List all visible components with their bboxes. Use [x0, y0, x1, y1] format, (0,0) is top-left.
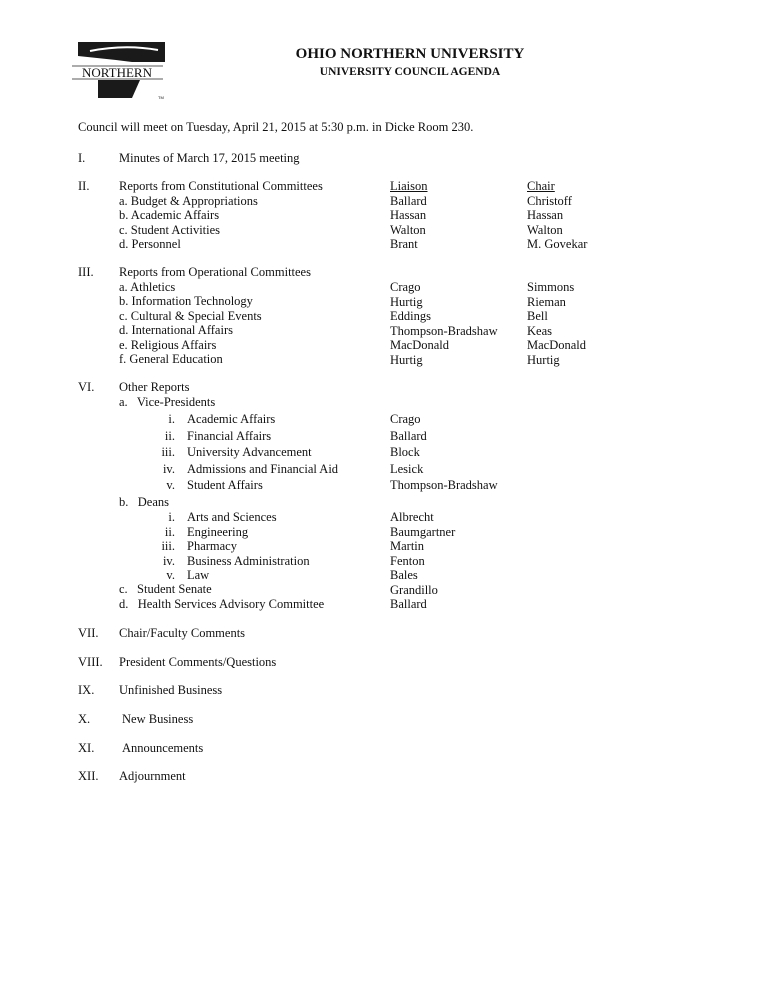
section-iii-body: [119, 265, 311, 367]
liaison-name: Eddings: [390, 309, 431, 323]
section-number: X.: [78, 712, 91, 726]
section-ii-liaisons: [390, 179, 428, 252]
section-title: Other Reports: [119, 380, 190, 394]
section-number: III.: [78, 265, 94, 279]
chair-name: Hurtig: [527, 352, 560, 367]
section-title: Chair/Faculty Comments: [119, 626, 246, 640]
liaison-name: Hurtig: [390, 352, 423, 367]
chair-name: Bell: [527, 309, 548, 323]
list-item: c. Cultural & Special Events: [119, 308, 262, 323]
liaison-name: Thompson-Bradshaw: [390, 478, 498, 492]
meeting-intro: Council will meet on Tuesday, April 21, 2015 at 5:30 p.m. in Dicke Room 230.: [78, 120, 474, 134]
liaison-header: Liaison: [390, 179, 428, 193]
list-item: a. Budget & Appropriations: [119, 193, 258, 208]
list-item: e. Religious Affairs: [119, 337, 217, 352]
list-item: v. Student Affairs: [166, 478, 263, 492]
liaison-name: Albrecht: [390, 510, 434, 524]
chair-name: Hassan: [527, 208, 564, 222]
liaison-name: Martin: [390, 539, 425, 553]
logo-graphic: [70, 42, 165, 100]
list-item: d. Health Services Advisory Committee: [119, 596, 325, 611]
section-title: Minutes of March 17, 2015 meeting: [119, 151, 300, 165]
section-title: Reports from Constitutional Committees: [119, 179, 323, 193]
list-item: ii. Engineering: [164, 524, 249, 539]
chair-name: M. Govekar: [527, 237, 588, 251]
list-item: iv. Admissions and Financial Aid: [162, 462, 339, 476]
logo-wordmark: NORTHERN: [82, 65, 152, 80]
dean-list: [147, 510, 310, 583]
chair-name: Keas: [527, 323, 552, 338]
section-number: VII.: [78, 626, 99, 640]
list-item: f. General Education: [119, 352, 223, 366]
section-number: VIII.: [78, 655, 103, 669]
list-item: b. Information Technology: [119, 294, 253, 308]
section-ii-body: [119, 179, 323, 252]
northern-logo: [70, 42, 165, 100]
liaison-name: Brant: [390, 237, 418, 251]
liaison-name: Ballard: [390, 193, 427, 208]
section-title: New Business: [122, 712, 194, 726]
section-number: II.: [78, 179, 90, 193]
section-iii-chairs: [527, 280, 586, 367]
liaison-name: Ballard: [390, 597, 427, 611]
list-item: iv. Business Administration: [162, 553, 310, 568]
section-ii-chairs: [527, 179, 587, 252]
list-item: iii. Pharmacy: [161, 539, 237, 553]
dean-liaisons: [390, 510, 455, 612]
section-number: IX.: [78, 683, 95, 697]
list-item: ii. Financial Affairs: [164, 429, 272, 443]
liaison-name: Block: [390, 445, 420, 459]
liaison-name: Hassan: [390, 208, 427, 222]
list-item: i. Arts and Sciences: [168, 510, 277, 524]
liaison-name: Baumgartner: [390, 524, 456, 539]
section-title: Adjournment: [119, 769, 186, 783]
vp-label: a. Vice-Presidents: [119, 395, 216, 409]
section-title: Unfinished Business: [119, 683, 223, 697]
section-title: President Comments/Questions: [119, 655, 277, 669]
chair-name: Simmons: [527, 280, 575, 294]
liaison-name: Crago: [390, 412, 421, 426]
list-item: b. Academic Affairs: [119, 208, 220, 222]
liaison-name: Fenton: [390, 553, 425, 568]
list-item: iii. University Advancement: [161, 445, 312, 459]
liaison-name: Ballard: [390, 429, 427, 443]
liaison-name: Grandillo: [390, 582, 438, 597]
list-item: c. Student Senate: [119, 582, 212, 596]
section-number: I.: [78, 151, 86, 165]
university-name: OHIO NORTHERN UNIVERSITY: [295, 46, 525, 62]
liaison-name: Thompson-Bradshaw: [390, 323, 498, 338]
liaison-name: Hurtig: [390, 294, 423, 309]
chair-header: Chair: [527, 179, 555, 193]
list-item: d. International Affairs: [119, 323, 233, 337]
section-title: Announcements: [122, 741, 204, 755]
chair-name: MacDonald: [527, 338, 587, 352]
liaison-name: Lesick: [390, 462, 424, 476]
chair-name: Walton: [527, 222, 563, 237]
liaison-name: MacDonald: [390, 338, 450, 352]
section-number: XI.: [78, 741, 95, 755]
logo-trademark: TM: [158, 95, 164, 100]
liaison-name: Walton: [390, 222, 426, 237]
liaison-name: Crago: [390, 280, 421, 294]
other-reports-tail: [119, 582, 324, 611]
list-item: i. Academic Affairs: [168, 412, 276, 426]
list-item: c. Student Activities: [119, 222, 221, 237]
list-item: d. Personnel: [119, 237, 181, 251]
section-number: VI.: [78, 380, 95, 394]
list-item: v. Law: [166, 568, 210, 582]
chair-name: Rieman: [527, 294, 566, 309]
chair-name: Christoff: [527, 193, 572, 208]
list-item: a. Athletics: [119, 279, 176, 294]
section-number: XII.: [78, 769, 99, 783]
section-title: Reports from Operational Committees: [119, 265, 311, 279]
section-iii-liaisons: [390, 280, 498, 367]
deans-label: b. Deans: [119, 495, 169, 509]
liaison-name: Bales: [390, 568, 418, 582]
agenda-subtitle: UNIVERSITY COUNCIL AGENDA: [319, 66, 501, 78]
